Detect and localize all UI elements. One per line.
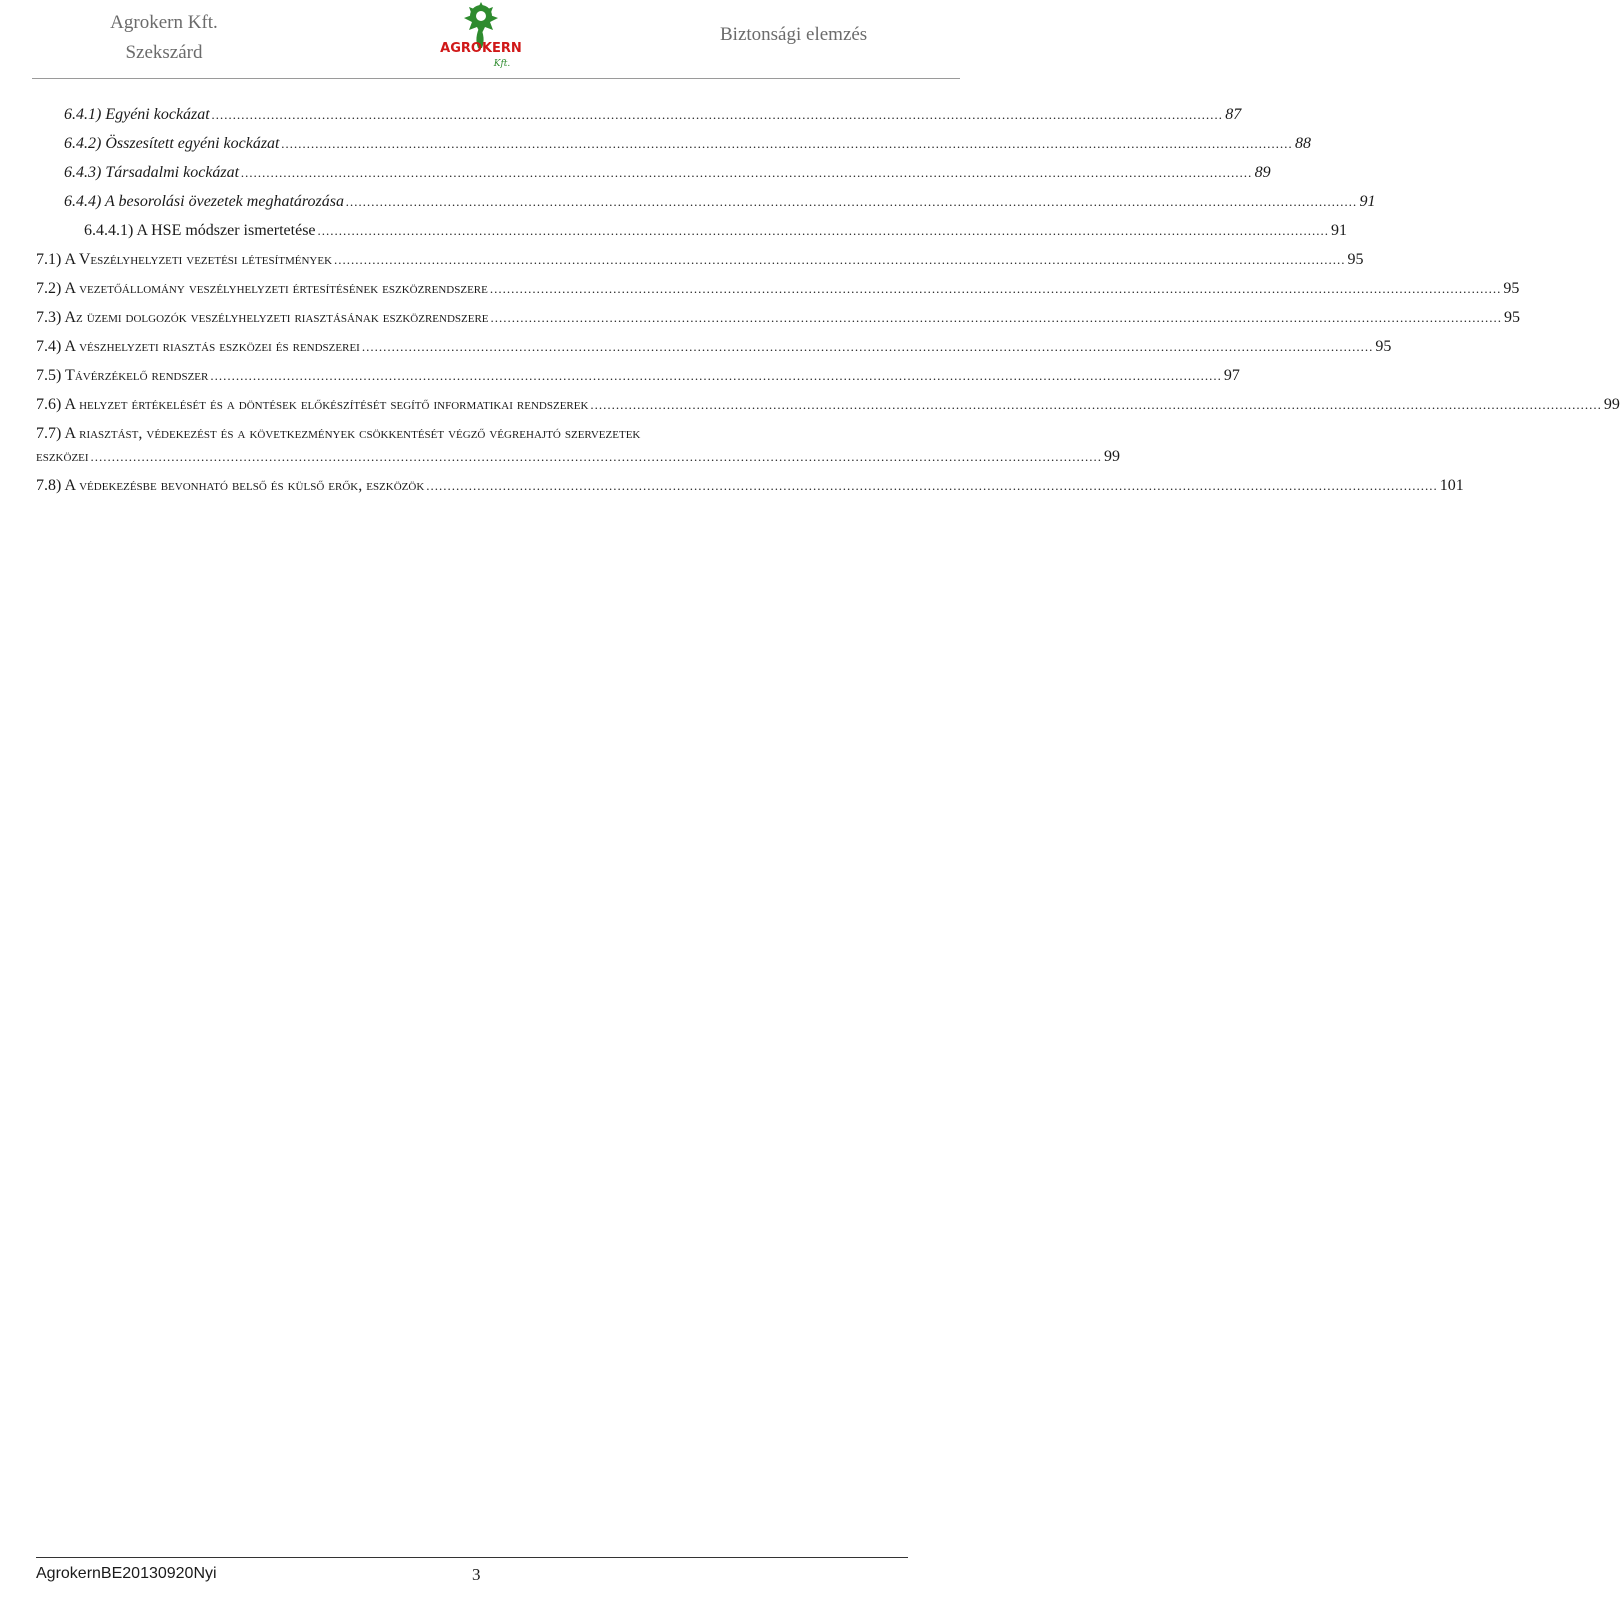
header-title: Biztonsági elemzés: [720, 24, 868, 45]
toc-entry-6-4-3[interactable]: [64, 163, 1271, 183]
toc-label: 7.1) A Veszélyhelyzeti vezetési létesítmények: [36, 251, 333, 268]
toc-entry-6-4-1[interactable]: [64, 105, 1242, 125]
toc-page: 99: [1104, 448, 1121, 465]
toc-leader: ..............................................................................................................................................................................................................................................: [590, 397, 1602, 412]
toc-leader: ..............................................................................................................................................................................................................................................: [489, 281, 1502, 296]
toc-entry-7-3[interactable]: [36, 308, 1521, 328]
toc-leader: ..............................................................................................................................................................................................................................................: [210, 368, 1222, 383]
toc-label: 7.3) Az üzemi dolgozók veszélyhelyzeti riasztásának eszközrendszere: [36, 309, 489, 326]
toc-leader: ..............................................................................................................................................................................................................................................: [211, 107, 1224, 122]
toc-leader: ..............................................................................................................................................................................................................................................: [334, 252, 1346, 267]
toc-leader: ..............................................................................................................................................................................................................................................: [281, 136, 1293, 151]
toc-label: 6.4.4.1) A HSE módszer ismertetése: [84, 222, 316, 239]
footer-divider: [36, 1557, 908, 1558]
toc-page: 95: [1375, 338, 1392, 355]
toc-page: 95: [1504, 309, 1521, 326]
toc-leader: ..............................................................................................................................................................................................................................................: [317, 223, 1330, 238]
toc-entry-6-4-4-1[interactable]: [84, 221, 1348, 241]
toc-page: 91: [1331, 222, 1348, 239]
toc-page: 88: [1295, 135, 1311, 152]
toc-label: 7.7) A riasztást, védekezést és a következmények csökkentését végző végrehajtó szervezetek: [36, 425, 641, 442]
header-company: Agrokern Kft.: [110, 12, 218, 33]
header-company-block: [104, 8, 224, 68]
toc-entry-7-4[interactable]: [36, 337, 1392, 357]
toc-page: 91: [1359, 193, 1376, 210]
toc-page: 99: [1603, 396, 1620, 413]
toc-label: 7.5) Távérzékelő rendszer: [36, 367, 209, 384]
header-divider: [32, 78, 960, 79]
logo-subtext: Kft.: [493, 59, 511, 69]
toc-label: 7.2) A vezetőállomány veszélyhelyzeti értesítésének eszközrendszere: [36, 280, 488, 297]
footer-page-number: 3: [472, 1565, 481, 1584]
toc-leader: ..............................................................................................................................................................................................................................................: [345, 194, 1358, 209]
toc-page: 95: [1347, 251, 1364, 268]
page-header: [0, 0, 960, 80]
toc-entry-6-4-4[interactable]: [64, 192, 1376, 212]
toc-entry-7-2[interactable]: [36, 279, 1520, 299]
toc-leader: ..............................................................................................................................................................................................................................................: [361, 339, 1374, 354]
toc-entry-7-7-line2[interactable]: [36, 447, 1121, 467]
toc-entry-7-7-line1[interactable]: [36, 424, 949, 444]
toc-label: 7.4) A vészhelyzeti riasztás eszközei és rendszerei: [36, 338, 360, 355]
toc-label: 6.4.2) Összesített egyéni kockázat: [64, 135, 280, 152]
toc-label: 6.4.4) A besorolási övezetek meghatározása: [64, 193, 344, 210]
toc-entry-7-5[interactable]: [36, 366, 1240, 386]
toc-page: 97: [1223, 367, 1240, 384]
toc-page: 95: [1503, 280, 1520, 297]
toc-page: 87: [1225, 106, 1242, 123]
logo-text: AGROKERN: [440, 41, 522, 56]
toc-entry-7-8[interactable]: [36, 476, 1464, 496]
toc-label: 7.6) A helyzet értékelését és a döntések előkészítését segítő informatikai rendszerek: [36, 396, 589, 413]
footer-doc-id: AgrokernBE20130920Nyi: [36, 1565, 217, 1582]
toc-leader: ..............................................................................................................................................................................................................................................: [490, 310, 1503, 325]
toc-leader: ..............................................................................................................................................................................................................................................: [90, 449, 1103, 464]
agrokern-logo: [436, 0, 526, 76]
toc-page: 101: [1439, 477, 1464, 494]
toc-entry-6-4-2[interactable]: [64, 134, 1311, 154]
toc-entry-7-1[interactable]: [36, 250, 1364, 270]
toc-leader: ..............................................................................................................................................................................................................................................: [241, 165, 1253, 180]
toc-label-continued: eszközei: [36, 448, 89, 465]
header-city: Szekszárd: [125, 42, 203, 63]
toc-label: 7.8) A védekezésbe bevonható belső és külső erők, eszközök: [36, 477, 425, 494]
toc-leader: ..............................................................................................................................................................................................................................................: [426, 478, 1438, 493]
toc-entry-7-6[interactable]: [36, 395, 1620, 415]
toc-page: 89: [1254, 164, 1271, 181]
toc-label: 6.4.3) Társadalmi kockázat: [64, 164, 240, 181]
toc-label: 6.4.1) Egyéni kockázat: [64, 106, 210, 123]
